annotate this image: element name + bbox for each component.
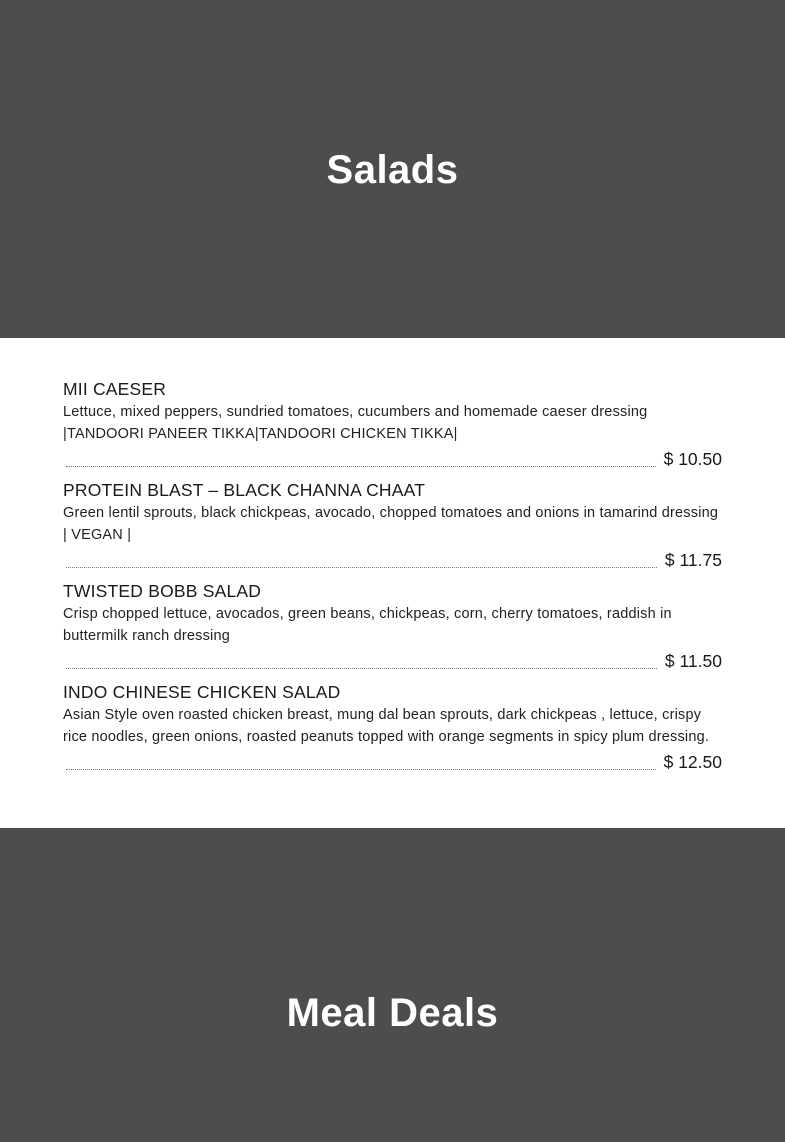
- menu-item-name: INDO CHINESE CHICKEN SALAD: [63, 682, 341, 702]
- menu-item-price: $ 11.50: [664, 651, 722, 671]
- menu-item: [63, 378, 722, 470]
- menu-item: [63, 681, 722, 773]
- salads-heading: Salads: [326, 147, 459, 192]
- menu-item-description: Lettuce, mixed peppers, sundried tomatoes, cucumbers and homemade caeser dressing |TANDOORI PANEER TIKKA|TANDOORI CHICKEN TIKKA|: [63, 404, 648, 442]
- menu-item: [63, 580, 722, 672]
- menu-item-description: Asian Style oven roasted chicken breast, mung dal bean sprouts, dark chickpeas , lettuce, crispy rice noodles, green onions, roasted peanuts topped with orange segments in spicy plum dressing.: [63, 707, 710, 745]
- menu-item: [63, 479, 722, 571]
- menu-item-price: $ 11.75: [664, 550, 722, 570]
- salads-menu-list: [0, 338, 785, 828]
- menu-item-name: TWISTED BOBB SALAD: [63, 581, 262, 601]
- menu-item-price-row: [63, 547, 722, 571]
- dotted-leader: [66, 567, 657, 568]
- menu-item-name: PROTEIN BLAST – BLACK CHANNA CHAAT: [63, 480, 426, 500]
- menu-item-price-row: [63, 446, 722, 470]
- salads-banner: [0, 0, 785, 338]
- dotted-leader: [66, 769, 656, 770]
- meal-deals-banner: [0, 828, 785, 1142]
- menu-item-price: $ 10.50: [663, 449, 722, 469]
- menu-item-description: Crisp chopped lettuce, avocados, green beans, chickpeas, corn, cherry tomatoes, raddish in buttermilk ranch dressing: [63, 606, 672, 644]
- menu-item-description: Green lentil sprouts, black chickpeas, avocado, chopped tomatoes and onions in tamarind dressing | VEGAN |: [63, 505, 719, 543]
- dotted-leader: [66, 668, 657, 669]
- meal-deals-heading: Meal Deals: [286, 991, 499, 1035]
- menu-item-price-row: [63, 648, 722, 672]
- menu-item-name: MII CAESER: [63, 379, 167, 399]
- menu-item-price-row: [63, 749, 722, 773]
- dotted-leader: [66, 466, 656, 467]
- menu-item-price: $ 12.50: [663, 752, 722, 772]
